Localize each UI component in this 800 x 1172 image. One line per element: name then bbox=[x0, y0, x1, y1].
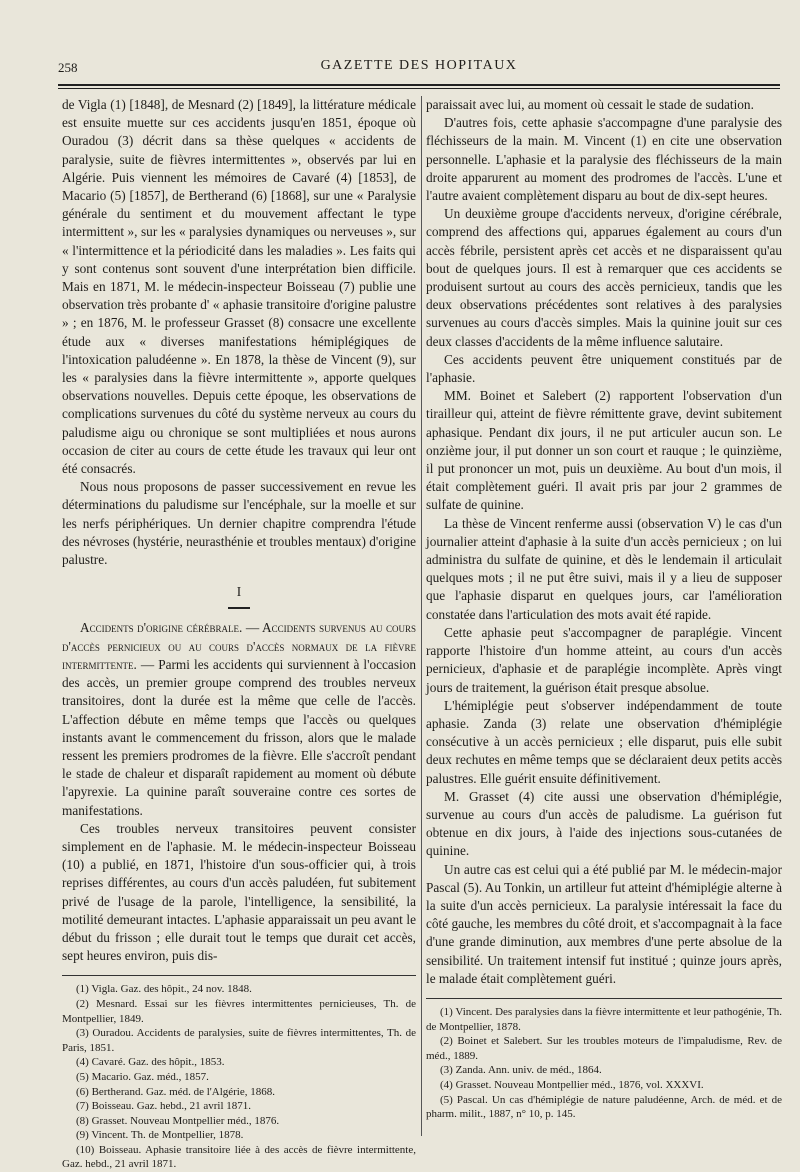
paragraph: MM. Boinet et Salebert (2) rapportent l'observation d'un tirailleur qui, atteint de fièvre rémittente grave, devint subitement aphasique. Pendant dix jours, il ne put articuler aucun son. Le onzième jour, il put donner un son court et rauque ; le quinzième, il put prononcer un mot, puis un deuxième. Au bout d'un mois, il était complètement guéri. Il avait pris par jour 2 grammes de sulfate de quinine. bbox=[426, 388, 782, 513]
paragraph: Un autre cas est celui qui a été publié par M. le médecin-major Pascal (5). Au Tonkin, un artilleur fut atteint d'hémiplégie alterne à la suite d'un accès pernicieux. La paralysie intéressait la face du côté gauche, les membres du côté droit, et s'accompagnait à la face d'une grande diminution, aux membres d'une perte absolue de la sensibilité. Un traitement intensif fut institué ; quinze jours après, le malade était complètement guéri. bbox=[426, 861, 782, 986]
page-header bbox=[58, 58, 780, 80]
footnote: (5) Pascal. Un cas d'hémiplégie de nature paludéenne, Arch. de méd. et de pharm. milit., 1887, n° 10, p. 145. bbox=[426, 1093, 782, 1121]
left-column bbox=[62, 96, 416, 1172]
footnote: (4) Grasset. Nouveau Montpellier méd., 1876, vol. XXXVI. bbox=[440, 1078, 704, 1091]
footnote: (8) Grasset. Nouveau Montpellier méd., 1876. bbox=[76, 1114, 280, 1127]
paragraph: paraissait avec lui, au moment où cessait le stade de sudation. bbox=[426, 97, 754, 112]
footnote-rule bbox=[62, 975, 416, 976]
paragraph: Ces troubles nerveux transitoires peuvent consister simplement en de l'aphasie. M. le médecin-inspecteur Boisseau (10) a publié, en 1871, l'histoire d'un sous-officier qui, à trois reprises différentes, au cours d'un accès paludéen, fut subitement privé de l'usage de la parole, l'intelligence, la sensibilité, la motilité demeurant intactes. L'aphasie apparaissait un peu avant le début du frisson ; elle durait tout le temps que durait cet accès, sept heures environ, puis dis- bbox=[62, 820, 416, 964]
footnote: (2) Boinet et Salebert. Sur les troubles moteurs de l'impaludisme, Rev. de méd., 1889. bbox=[426, 1035, 782, 1062]
footnote: (6) Bertherand. Gaz. méd. de l'Algérie, 1868. bbox=[76, 1085, 275, 1098]
footnotes bbox=[426, 1005, 782, 1122]
page-number: 258 bbox=[58, 60, 78, 75]
footnote: (3) Ouradou. Accidents de paralysies, suite de fièvres intermittentes, Th. de Paris, 1851. bbox=[62, 1027, 416, 1054]
journal-title: GAZETTE DES HOPITAUX bbox=[320, 58, 518, 73]
footnote: (3) Zanda. Ann. univ. de méd., 1864. bbox=[440, 1064, 602, 1077]
footnote: (5) Macario. Gaz. méd., 1857. bbox=[76, 1070, 209, 1083]
paragraph: L'hémiplégie peut s'observer indépendamment de toute aphasie. Zanda (3) relate une observation d'hémiplégie consécutive à un accès pernicieux ; elle disparut, puis elle subit deux rechutes en même temps que se déclaraient deux petits accès palustres. Elle guérit ensuite définitivement. bbox=[426, 697, 782, 786]
paragraph-text: — Parmi les accidents qui surviennent à l'occasion des accès, un premier groupe comprend des troubles nerveux transitoires, dont la durée est la même que celle de l'accès. L'affection débute en même temps que l'accès ou quelques instants avant le commencement du frisson, alors que le malade ressent les premiers prodromes de la fièvre. Elle s'accroît pendant le stade de chaleur et disparaît rapidement au moment où débute l'apyrexie. La quinine paraît souveraine contre ces sortes de manifestations. bbox=[62, 656, 416, 818]
footnote: (7) Boisseau. Gaz. hebd., 21 avril 1871. bbox=[76, 1100, 252, 1113]
paragraph: M. Grasset (4) cite aussi une observation d'hémiplégie, survenue au cours d'un accès de paludisme. La guérison fut obtenue en dix jours, à l'aide des injections sous-cutanées de quinine. bbox=[426, 788, 782, 859]
section-number: I bbox=[236, 584, 242, 600]
right-column bbox=[426, 96, 782, 1122]
footnote: (4) Cavaré. Gaz. des hôpit., 1853. bbox=[76, 1056, 225, 1069]
section-heading-paragraph bbox=[62, 619, 416, 819]
footnote: (2) Mesnard. Essai sur les fièvres intermittentes pernicieuses, Th. de Montpellier, 1849. bbox=[62, 997, 416, 1025]
footnote: (10) Boisseau. Aphasie transitoire liée à des accès de fièvre intermittente, Gaz. hebd., 21 avril 1871. bbox=[62, 1143, 416, 1171]
column-divider bbox=[421, 96, 422, 1136]
paragraph: D'autres fois, cette aphasie s'accompagne d'une paralysie des fléchisseurs de la main. M. Vincent (1) en cite une observation personnelle. L'aphasie et la paralysie des fléchisseurs de la main droite apparurent au moment des prodromes de l'accès. L'une et l'autre avaient complètement disparu au bout de dix-sept heures. bbox=[426, 115, 782, 204]
header-rule-thin bbox=[58, 88, 780, 89]
header-rule bbox=[58, 84, 780, 86]
footnote: (1) Vincent. Des paralysies dans la fièvre intermittente et leur pathogénie, Th. de Montpellier, 1878. bbox=[426, 1005, 782, 1033]
paragraph: La thèse de Vincent renferme aussi (observation V) le cas d'un journalier atteint d'aphasie à la suite d'un accès pernicieux ; on lui administra du sulfate de quinine, et dès le lendemain il articulait quelques mots ; il ne put être suivi, mais il y a lieu de supposer que l'aphasie disparut en quelques jours, car l'amélioration constatée dans l'articulation des mots avait été rapide. bbox=[426, 515, 782, 622]
footnote: (9) Vincent. Th. de Montpellier, 1878. bbox=[76, 1129, 244, 1142]
paragraph: Ces accidents peuvent être uniquement constitués par de l'aphasie. bbox=[426, 351, 782, 386]
section-ornament bbox=[228, 607, 250, 609]
paragraph: Un deuxième groupe d'accidents nerveux, d'origine cérébrale, comprend des affections qui, apparues également au cours d'un accès fébrile, persistent après cet accès et ne disparaissent qu'au bout de quelques jours. Il est à remarquer que ces accidents se produisent surtout au cours des accès pernicieux, tandis que les deux observations précédentes sont relatives à des paralysies survenues au cours d'accès simples. Mais la quinine jouit sur ces deux classes d'accidents de la même influence salutaire. bbox=[426, 206, 782, 349]
paragraph: Nous nous proposons de passer successivement en revue les déterminations du paludisme sur l'encéphale, sur la moelle et sur les nerfs périphériques. Un dernier chapitre comprendra l'étude des névroses (hystérie, neurasthénie et troubles mentaux) d'origine palustre. bbox=[62, 479, 416, 568]
footnotes bbox=[62, 982, 416, 1172]
section-heading: Accidents d'origine cérébrale. — Accidents survenus au cours d'accès pernicieux ou au cours d'accès normaux de la fièvre intermittente. bbox=[62, 620, 416, 672]
footnote: (1) Vigla. Gaz. des hôpit., 24 nov. 1848. bbox=[76, 983, 252, 996]
paragraph: Cette aphasie peut s'accompagner de paraplégie. Vincent rapporte l'histoire d'un homme atteint, au cours d'un accès pernicieux, d'aphasie et de paraplégie incomplète. Après vingt jours de traitement, la guérison était presque absolue. bbox=[426, 624, 782, 695]
footnote-rule bbox=[426, 998, 782, 999]
paragraph: de Vigla (1) [1848], de Mesnard (2) [1849], la littérature médicale est ensuite muette sur ces accidents jusqu'en 1851, époque où Ouradou (3) décrit dans sa thèse quelques « accidents de paralysie, suite de fièvres intermittentes », observés par lui en Algérie. Puis viennent les mémoires de Cavaré (4) [1853], de Macario (5) [1857], de Bertherand (6) [1868], sur une « Paralysie générale du sentiment et du mouvement affectant le type intermittent », sur les « paralysies dynamiques ou nerveuses », sur « l'intermittence et la périodicité dans les maladies ». Les faits qui y sont contenus sont souvent d'une interprétation bien difficile. Mais en 1871, M. le médecin-inspecteur Boisseau (7) publie une observation très probante d' « aphasie transitoire d'origine palustre » ; en 1876, M. le professeur Grasset (8) consacre une excellente étude aux « diverses manifestations hémiplégiques de l'intoxication paludéenne ». En 1878, la thèse de Vincent (9), sur les « paralysies dans la fièvre intermittente », apporte quelques observations nouvelles. Depuis cette époque, les observations de complications survenues du côté du système nerveux au cours du paludisme aigu ou chronique se sont multipliées et nous aurons occasion de citer au cours de cette étude les travaux qui leur ont été consacrés. bbox=[62, 97, 416, 477]
